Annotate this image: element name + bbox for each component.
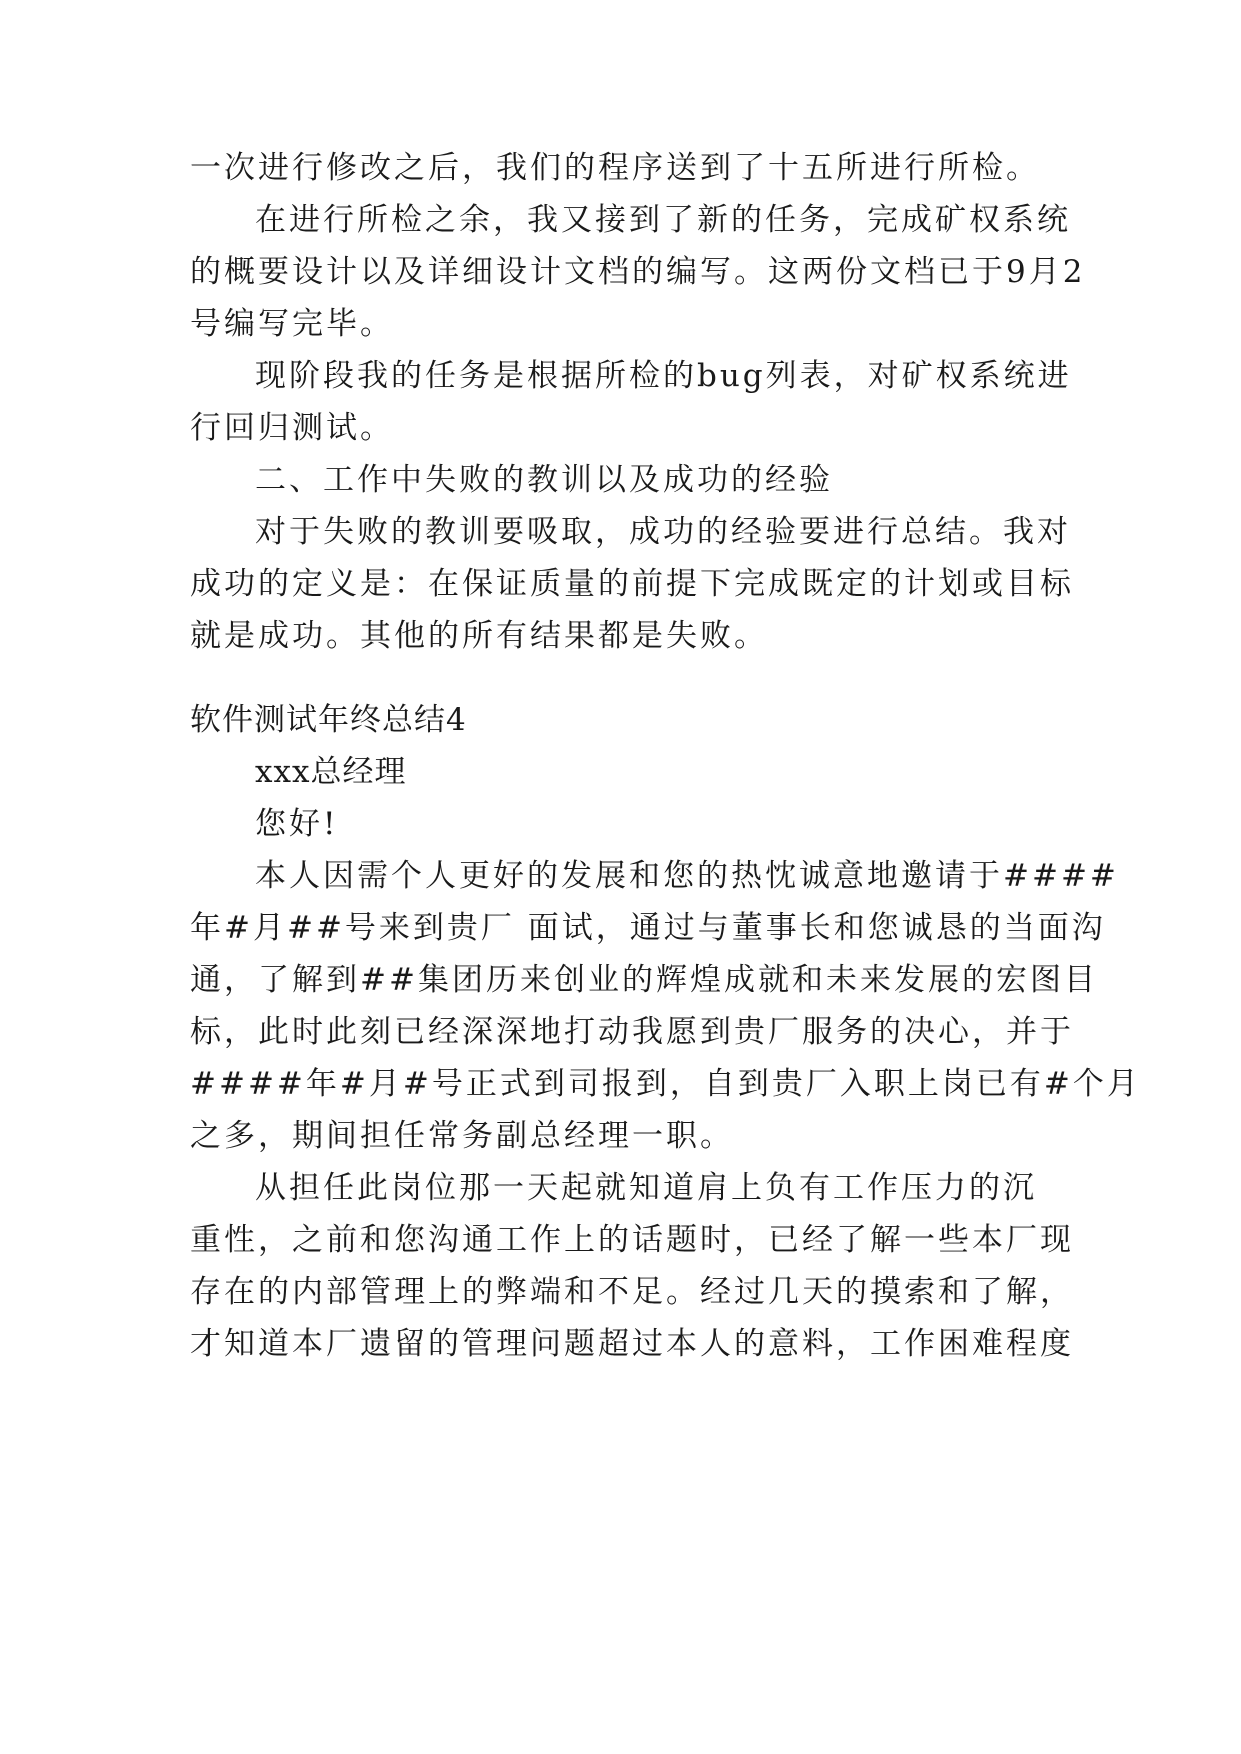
text-line: 本人因需个人更好的发展和您的热忱诚意地邀请于#### — [255, 858, 1119, 894]
text-line: 的概要设计以及详细设计文档的编写。这两份文档已于9月2 — [190, 254, 1086, 290]
text-line: 就是成功。其他的所有结果都是失败。 — [190, 618, 768, 654]
salutation-recipient: xxx总经理 — [255, 754, 407, 790]
text-line: 年#月##号来到贵厂 面试，通过与董事长和您诚恳的当面沟 — [190, 910, 1106, 946]
text-line: 才知道本厂遗留的管理问题超过本人的意料，工作困难程度 — [190, 1326, 1074, 1362]
text-line: 成功的定义是：在保证质量的前提下完成既定的计划或目标 — [190, 566, 1074, 602]
text-line: 行回归测试。 — [190, 410, 394, 446]
text-line: 通，了解到##集团历来创业的辉煌成就和未来发展的宏图目 — [190, 962, 1098, 998]
text-line: 在进行所检之余，我又接到了新的任务，完成矿权系统 — [255, 202, 1071, 238]
text-line: 之多，期间担任常务副总经理一职。 — [190, 1118, 734, 1154]
text-line: 号编写完毕。 — [190, 306, 394, 342]
text-line: ####年#月#号正式到司报到，自到贵厂入职上岗已有#个月 — [190, 1066, 1141, 1102]
text-line: 一次进行修改之后，我们的程序送到了十五所进行所检。 — [190, 150, 1040, 186]
text-line: 现阶段我的任务是根据所检的bug列表，对矿权系统进 — [255, 358, 1072, 394]
text-line: 对于失败的教训要吸取，成功的经验要进行总结。我对 — [255, 514, 1071, 550]
text-line: 存在的内部管理上的弊端和不足。经过几天的摸索和了解， — [190, 1274, 1074, 1310]
text-line: 标，此时此刻已经深深地打动我愿到贵厂服务的决心，并于 — [190, 1014, 1074, 1050]
text-line: 重性，之前和您沟通工作上的话题时，已经了解一些本厂现 — [190, 1222, 1074, 1258]
document-title: 软件测试年终总结4 — [190, 702, 467, 738]
section-heading: 二、工作中失败的教训以及成功的经验 — [255, 462, 833, 498]
text-line: 从担任此岗位那一天起就知道肩上负有工作压力的沉 — [255, 1170, 1037, 1206]
greeting: 您好! — [255, 806, 339, 842]
